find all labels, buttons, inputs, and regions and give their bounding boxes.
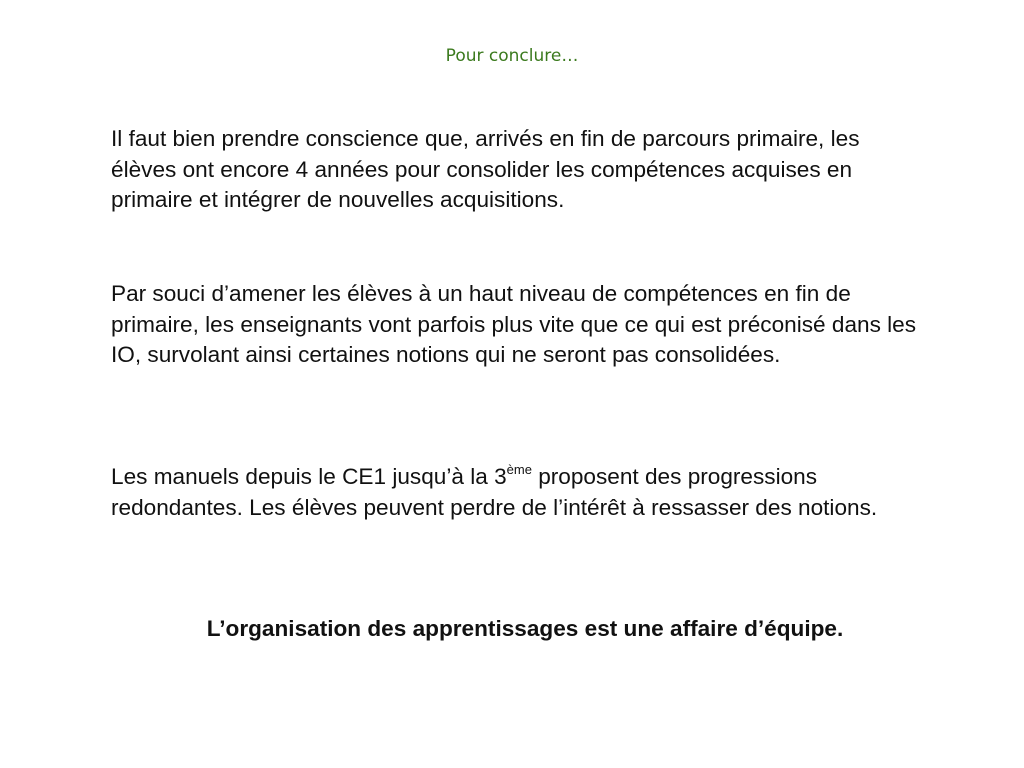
paragraph-3-end: proposent des progressions redondantes. Les élèves peuvent perdre de l’intérêt à ressasser des notions.	[111, 464, 878, 520]
slide-title: Pour conclure…	[445, 46, 579, 66]
paragraph-1: Il faut bien prendre conscience que, arrivés en fin de parcours primaire, les élèves ont encore 4 années pour consolider les compétences acquises en primaire et intégrer de nouvelles acquisitions.	[111, 126, 860, 212]
conclusion-statement: L’organisation des apprentissages est une affaire d’équipe.	[206, 616, 844, 641]
paragraph-2: Par souci d’amener les élèves à un haut niveau de compétences en fin de primaire, les enseignants vont parfois plus vite que ce qui est préconisé dans les IO, survolant ainsi certaines notions qui ne seront pas consolidées.	[111, 281, 917, 367]
paragraph-3-start: Les manuels depuis le CE1 jusqu’à la 3	[111, 464, 507, 489]
paragraph-3	[111, 462, 931, 523]
superscript-eme: ème	[506, 462, 532, 478]
